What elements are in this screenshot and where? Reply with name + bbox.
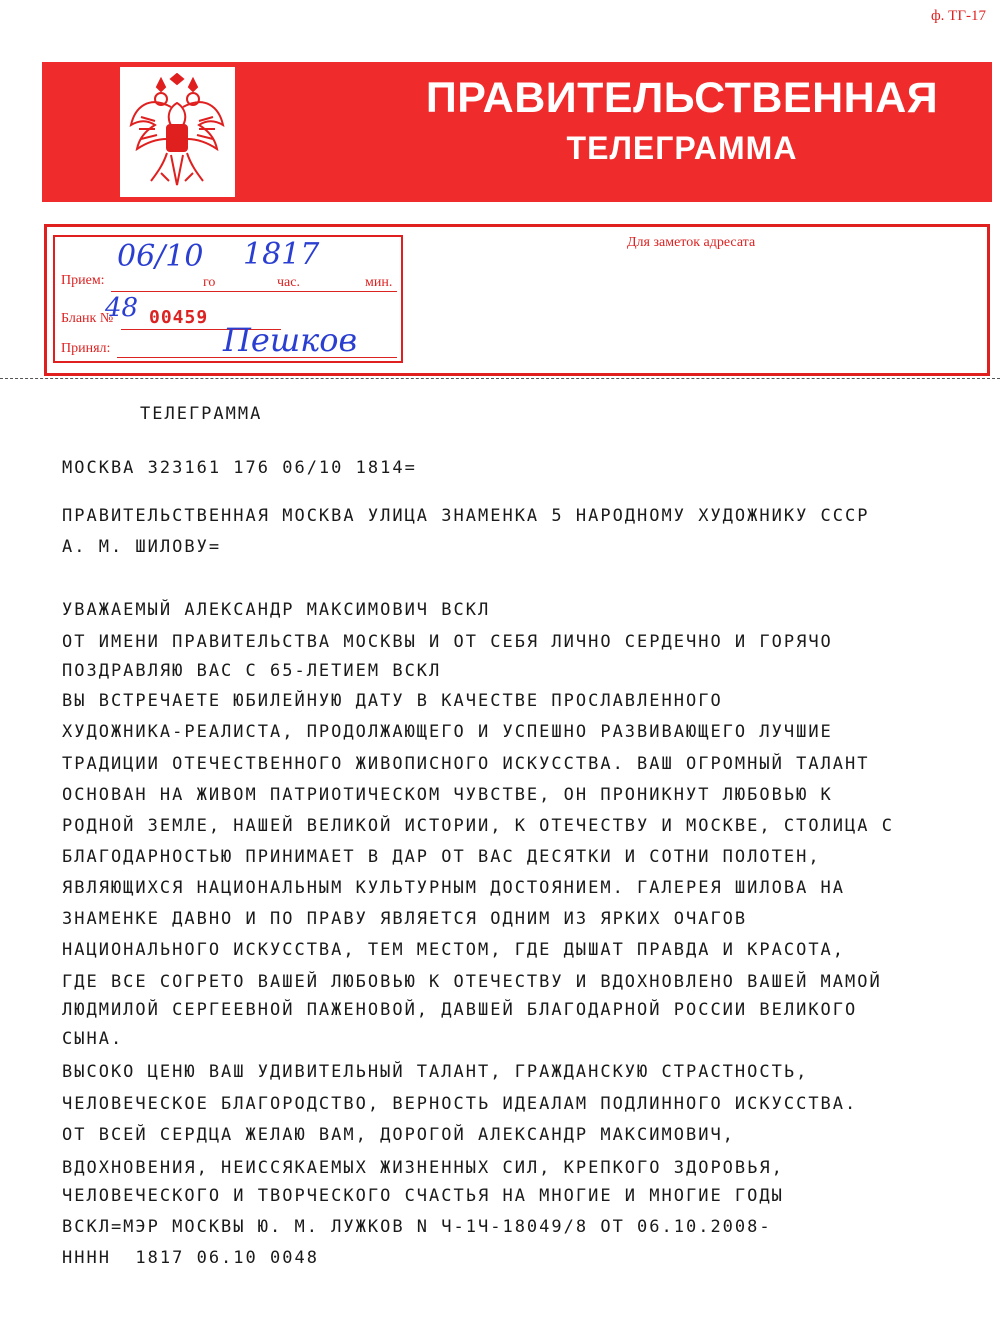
label-hours: го <box>203 275 216 290</box>
label-accepted: Принял: <box>61 341 111 356</box>
body-line: ТРАДИЦИИ ОТЕЧЕСТВЕННОГО ЖИВОПИСНОГО ИСКУССТВА. ВАШ ОГРОМНЫЙ ТАЛАНТ <box>62 754 870 774</box>
handwritten-blank-prefix: 48 <box>105 293 139 323</box>
label-received: Прием: <box>61 273 105 288</box>
body-line: ЗНАМЕНКЕ ДАВНО И ПО ПРАВУ ЯВЛЯЕТСЯ ОДНИМ ИЗ ЯРКИХ ОЧАГОВ <box>62 909 748 929</box>
body-line: ЯВЛЯЮЩИХСЯ НАЦИОНАЛЬНЫМ КУЛЬТУРНЫМ ДОСТОЯНИЕМ. ГАЛЕРЕЯ ШИЛОВА НА <box>62 878 846 898</box>
telegram-origin: МОСКВА 323161 176 06/10 1814= <box>62 458 417 478</box>
telegram-header: ТЕЛЕГРАММА <box>140 404 263 424</box>
handwritten-signature: Пешков <box>223 321 358 359</box>
reception-frame <box>44 224 990 376</box>
address-line-2: А. М. ШИЛОВУ= <box>62 537 222 557</box>
body-line: БЛАГОДАРНОСТЬЮ ПРИНИМАЕТ В ДАР ОТ ВАС ДЕСЯТКИ И СОТНИ ПОЛОТЕН, <box>62 847 821 867</box>
handwritten-date: 06/10 <box>117 239 204 274</box>
tape-separator <box>0 378 1000 379</box>
body-line: ГДЕ ВСЕ СОГРЕТО ВАШЕЙ ЛЮБОВЬЮ К ОТЕЧЕСТВУ И ВДОХНОВЛЕНО ВАШЕЙ МАМОЙ <box>62 972 882 992</box>
body-line: ЛЮДМИЛОЙ СЕРГЕЕВНОЙ ПАЖЕНОВОЙ, ДАВШЕЙ БЛАГОДАРНОЙ РОССИИ ВЕЛИКОГО <box>62 1000 858 1020</box>
russian-coat-of-arms-icon <box>127 73 227 191</box>
body-line: НННН 1817 06.10 0048 <box>62 1248 319 1268</box>
body-line: ОСНОВАН НА ЖИВОМ ПАТРИОТИЧЕСКОМ ЧУВСТВЕ, ОН ПРОНИКНУТ ЛЮБОВЬЮ К <box>62 785 833 805</box>
label-min: мин. <box>365 275 393 290</box>
emblem-box <box>120 67 235 197</box>
notes-label: Для заметок адресата <box>627 235 756 250</box>
label-hour-unit: час. <box>277 275 300 290</box>
telegram-banner <box>42 62 992 202</box>
body-line: ПОЗДРАВЛЯЮ ВАС С 65-ЛЕТИЕМ ВСКЛ <box>62 661 442 681</box>
blank-number: 00459 <box>149 307 209 328</box>
label-blank: Бланк № <box>61 311 114 326</box>
body-line: ВСКЛ=МЭР МОСКВЫ Ю. М. ЛУЖКОВ N Ч-1Ч-18049/8 ОТ 06.10.2008- <box>62 1217 772 1237</box>
body-line: ОТ ВСЕЙ СЕРДЦА ЖЕЛАЮ ВАМ, ДОРОГОЙ АЛЕКСАНДР МАКСИМОВИЧ, <box>62 1125 735 1145</box>
body-line: СЫНА. <box>62 1029 124 1049</box>
body-line: НАЦИОНАЛЬНОГО ИСКУССТВА, ТЕМ МЕСТОМ, ГДЕ ДЫШАТ ПРАВДА И КРАСОТА, <box>62 940 846 960</box>
banner-subtitle: ТЕЛЕГРАММА <box>566 130 798 166</box>
body-line: УВАЖАЕМЫЙ АЛЕКСАНДР МАКСИМОВИЧ ВСКЛ <box>62 600 491 620</box>
body-line: ВЫ ВСТРЕЧАЕТЕ ЮБИЛЕЙНУЮ ДАТУ В КАЧЕСТВЕ ПРОСЛАВЛЕННОГО <box>62 691 723 711</box>
banner-title: ПРАВИТЕЛЬСТВЕННАЯ <box>425 74 939 122</box>
form-code: ф. ТГ-17 <box>930 8 986 24</box>
body-line: ЧЕЛОВЕЧЕСКОГО И ТВОРЧЕСКОГО СЧАСТЬЯ НА МНОГИЕ И МНОГИЕ ГОДЫ <box>62 1186 784 1206</box>
body-line: РОДНОЙ ЗЕМЛЕ, НАШЕЙ ВЕЛИКОЙ ИСТОРИИ, К ОТЕЧЕСТВУ И МОСКВЕ, СТОЛИЦА С <box>62 816 894 836</box>
body-line: ОТ ИМЕНИ ПРАВИТЕЛЬСТВА МОСКВЫ И ОТ СЕБЯ ЛИЧНО СЕРДЕЧНО И ГОРЯЧО <box>62 632 833 652</box>
body-line: ЧЕЛОВЕЧЕСКОЕ БЛАГОРОДСТВО, ВЕРНОСТЬ ИДЕАЛАМ ПОДЛИННОГО ИСКУССТВА. <box>62 1094 858 1114</box>
address-line-1: ПРАВИТЕЛЬСТВЕННАЯ МОСКВА УЛИЦА ЗНАМЕНКА 5 НАРОДНОМУ ХУДОЖНИКУ СССР <box>62 506 870 526</box>
body-line: ХУДОЖНИКА-РЕАЛИСТА, ПРОДОЛЖАЮЩЕГО И УСПЕШНО РАЗВИВАЮЩЕГО ЛУЧШИЕ <box>62 722 833 742</box>
body-line: ВЫСОКО ЦЕНЮ ВАШ УДИВИТЕЛЬНЫЙ ТАЛАНТ, ГРАЖДАНСКУЮ СТРАСТНОСТЬ, <box>62 1062 809 1082</box>
body-line: ВДОХНОВЕНИЯ, НЕИССЯКАЕМЫХ ЖИЗНЕННЫХ СИЛ, КРЕПКОГО ЗДОРОВЬЯ, <box>62 1158 784 1178</box>
reception-fields <box>53 235 403 363</box>
received-line <box>111 291 397 292</box>
handwritten-time: 1817 <box>243 237 320 272</box>
